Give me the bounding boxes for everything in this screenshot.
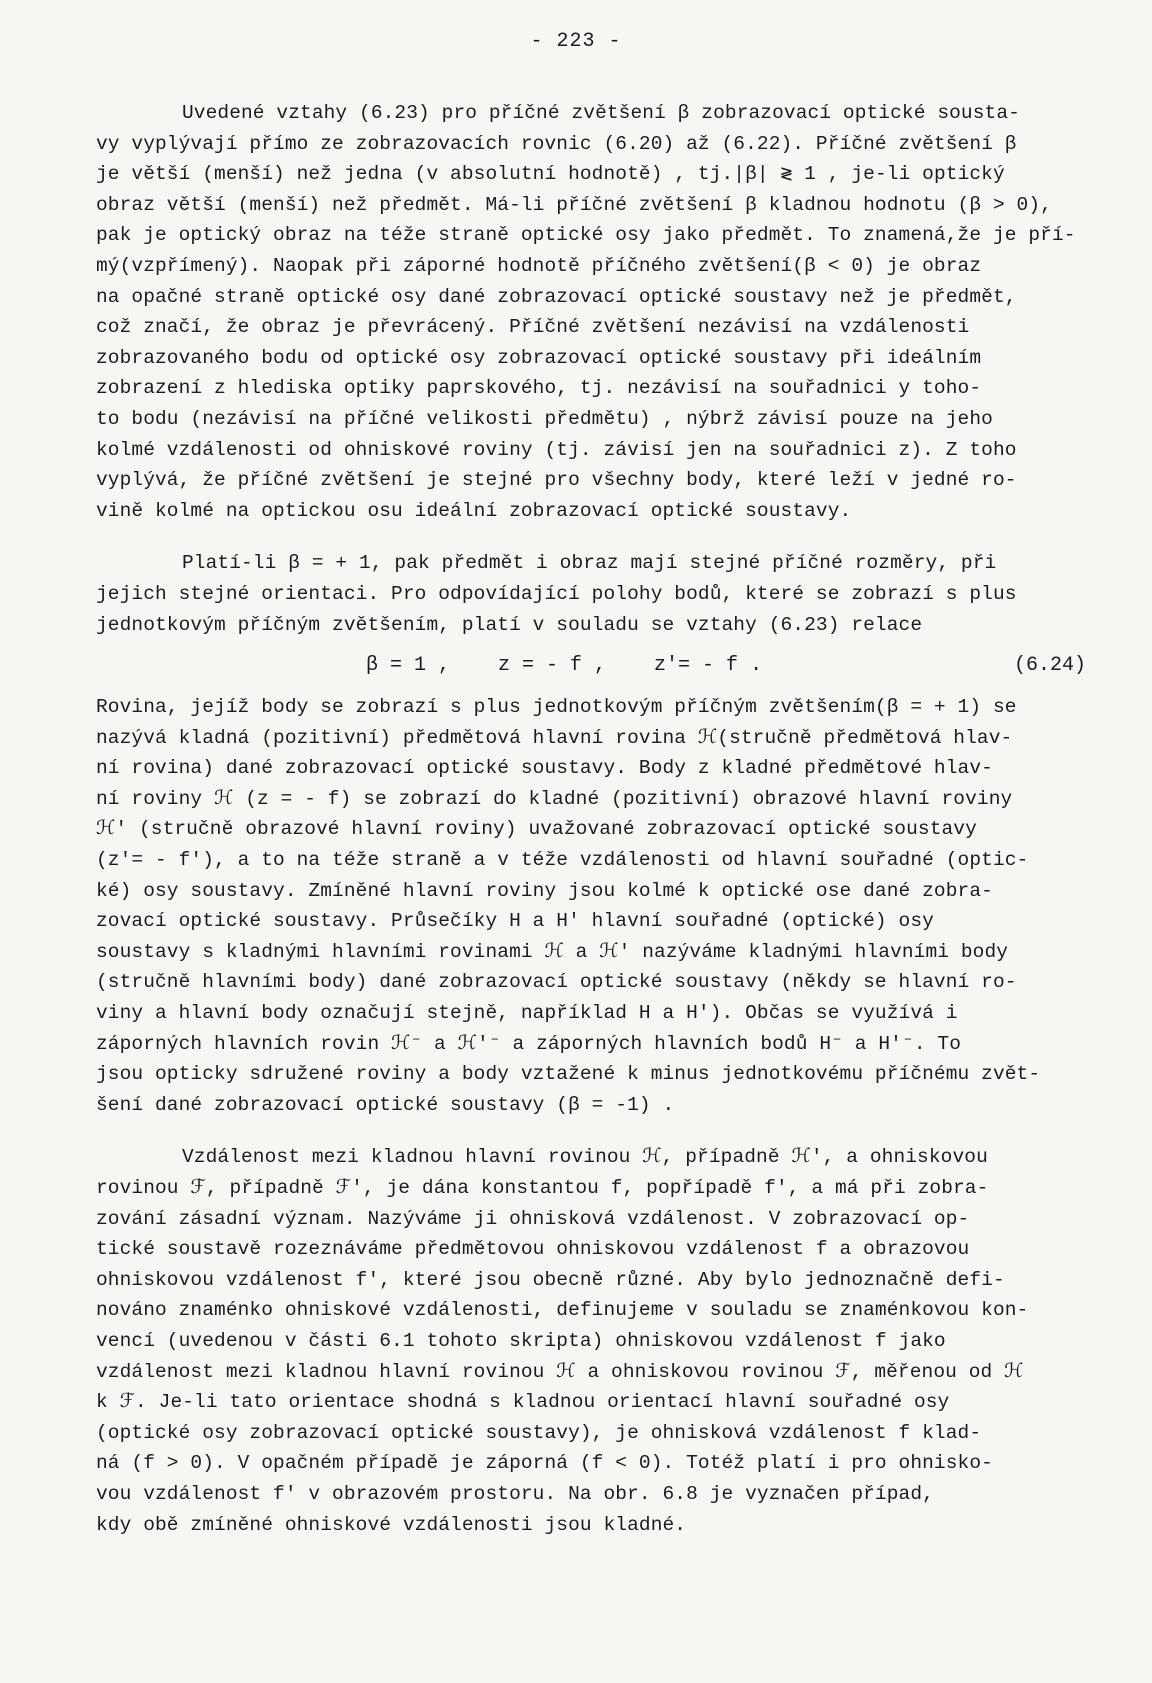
text-line: (optické osy zobrazovací optické soustavy), je ohnisková vzdálenost f klad- [96,1421,982,1444]
text-line: Rovina, jejíž body se zobrazí s plus jednotkovým příčným zvětšením(β = + 1) se [96,696,1017,719]
text-line: jsou opticky sdružené roviny a body vztažené k minus jednotkovému příčnému zvět- [96,1063,1041,1086]
text-line: vině kolmé na optickou osu ideální zobrazovací optické soustavy. [96,499,852,522]
text-line: vyplývá, že příčné zvětšení je stejné pro všechny body, které leží v jedné ro- [96,469,1017,492]
paragraph-3 [96,692,1086,1120]
text-line: nováno znaménko ohniskové vzdálenosti, definujeme v souladu se znaménkovou kon- [96,1299,1029,1322]
text-line: to bodu (nezávisí na příčné velikosti předmětu) , nýbrž závisí pouze na jeho [96,407,993,430]
text-line: ohniskovou vzdálenost f′, které jsou obecně různé. Aby bylo jednoznačně defi- [96,1268,1005,1291]
text-line: ná (f > 0). V opačném případě je záporná (f < 0). Totéž platí i pro ohnisko- [96,1452,993,1475]
text-line: záporných hlavních rovin ℋ⁻ a ℋ′⁻ a záporných hlavních bodů H⁻ a H′⁻. To [96,1032,962,1055]
text-line: obraz větší (menší) než předmět. Má-li příčné zvětšení β kladnou hodnotu (β > 0), [96,193,1052,216]
text-body [96,98,1086,1540]
formula-6-24 [96,640,1086,692]
text-line: tické soustavě rozeznáváme předmětovou ohniskovou vzdálenost f a obrazovou [96,1238,970,1261]
text-line: vy vyplývají přímo ze zobrazovacích rovnic (6.20) až (6.22). Příčné zvětšení β [96,132,1017,155]
text-line: šení dané zobrazovací optické soustavy (β = -1) . [96,1093,675,1116]
text-line: (stručně hlavními body) dané zobrazovací optické soustavy (někdy se hlavní ro- [96,971,1017,994]
text-line: je větší (menší) než jedna (v absolutní hodnotě) , tj.|β| ≷ 1 , je-li optický [96,163,1005,186]
text-line: mý(vzpřímený). Naopak při záporné hodnotě příčného zvětšení(β < 0) je obraz [96,254,982,277]
text-line: na opačné straně optické osy dané zobrazovací optické soustavy než je předmět, [96,285,1017,308]
text-line: vou vzdálenost f′ v obrazovém prostoru. Na obr. 6.8 je vyznačen případ, [96,1482,934,1505]
text-line: což značí, že obraz je převrácený. Příčné zvětšení nezávisí na vzdálenosti [96,316,970,339]
text-line: soustavy s kladnými hlavními rovinami ℋ a ℋ′ nazýváme kladnými hlavními body [96,940,1009,963]
text-line: ℋ′ (stručně obrazové hlavní roviny) uvažované zobrazovací optické soustavy [96,818,977,841]
text-line: Platí-li β = + 1, pak předmět i obraz mají stejné příčné rozměry, při [182,552,997,575]
text-line: Uvedené vztahy (6.23) pro příčné zvětšení β zobrazovací optické sousta- [182,102,1020,124]
text-line: vencí (uvedenou v části 6.1 tohoto skripta) ohniskovou vzdálenost f jako [96,1329,946,1352]
text-line: jejich stejné orientaci. Pro odpovídající polohy bodů, které se zobrazí s plus [96,582,1017,605]
text-line: pak je optický obraz na téže straně optické osy jako předmět. To znamená,že je pří- [96,224,1076,247]
text-line: Vzdálenost mezi kladnou hlavní rovinou ℋ, případně ℋ′, a ohniskovou [182,1146,988,1169]
formula-number: (6.24) [1013,654,1086,678]
text-line: jednotkovým příčným zvětšením, platí v souladu se vztahy (6.23) relace [96,613,923,636]
text-line: zobrazení z hlediska optiky paprskového, tj. nezávisí na souřadnici y toho- [96,377,982,400]
text-line: rovinou ℱ, případně ℱ′, je dána konstantou f, popřípadě f′, a má při zobra- [96,1177,989,1199]
text-line: zování zásadní význam. Nazýváme ji ohnisková vzdálenost. V zobrazovací op- [96,1207,970,1230]
text-line: zobrazovaného bodu od optické osy zobrazovací optické soustavy při ideálním [96,346,982,369]
text-line: k ℱ. Je-li tato orientace shodná s kladnou orientací hlavní souřadné osy [96,1391,950,1414]
text-line: zovací optické soustavy. Průsečíky H a H′ hlavní souřadné (optické) osy [96,910,934,933]
text-line: nazývá kladná (pozitivní) předmětová hlavní rovina ℋ(stručně předmětová hlav- [96,726,1013,749]
paragraph-2 [96,548,1086,640]
paragraph-4 [96,1142,1086,1540]
formula-text: β = 1 , z = - f , z′= - f . [366,654,763,678]
text-line: ké) osy soustavy. Zmíněné hlavní roviny jsou kolmé k optické ose dané zobra- [96,879,993,902]
text-line: ní roviny ℋ (z = - f) se zobrazí do kladné (pozitivní) obrazové hlavní roviny [96,787,1013,810]
text-line: vzdálenost mezi kladnou hlavní rovinou ℋ a ohniskovou rovinou ℱ, měřenou od ℋ [96,1360,1024,1383]
text-line: (z′= - f′), a to na téže straně a v téže vzdálenosti od hlavní souřadné (optic- [96,849,1029,872]
text-line: ní rovina) dané zobrazovací optické soustavy. Body z kladné předmětové hlav- [96,757,993,780]
paragraph-1 [96,98,1086,526]
text-line: kolmé vzdálenosti od ohniskové roviny (tj. závisí jen na souřadnici z). Z toho [96,438,1017,461]
text-line: viny a hlavní body označují stejně, například H a H′). Občas se využívá i [96,1002,958,1025]
page-number: - 223 - [530,30,622,53]
text-line: kdy obě zmíněné ohniskové vzdálenosti jsou kladné. [96,1513,687,1536]
